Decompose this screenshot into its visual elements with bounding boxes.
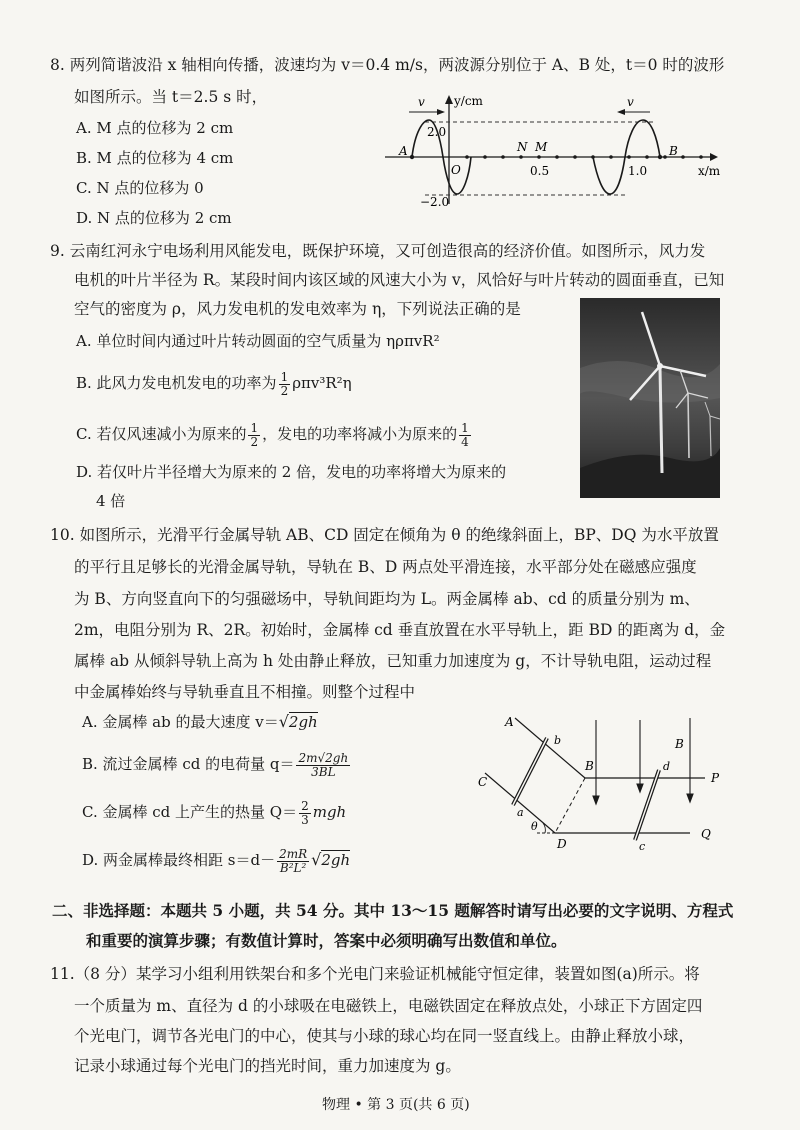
- q9-option-b-formula: ρπv³R²η: [292, 374, 352, 392]
- q10-stem-line3: 为 B、方向竖直向下的匀强磁场中，导轨间距均为 L。两金属棒 ab、cd 的质量分别为 m、: [74, 590, 700, 608]
- q9-option-c-fraction-1: [248, 422, 260, 449]
- q8-v-right-arrow-icon: [617, 109, 625, 115]
- q11-stem-line1: 11.（8 分）某学习小组利用铁架台和多个光电门来验证机械能守恒定律，装置如图(a)所示。将: [50, 965, 700, 983]
- q11-stem-line2: 一个质量为 m、直径为 d 的小球吸在电磁铁上，电磁铁固定在释放点处，小球正下方固定四: [74, 997, 703, 1015]
- q10-label-rod-d: d: [663, 760, 671, 773]
- q8-label-tick-05: 0.5: [530, 164, 550, 178]
- q10-label-rod-b: b: [554, 734, 562, 747]
- q10-option-a-text: A. 金属棒 ab 的最大速度 v＝: [82, 713, 279, 731]
- page-footer: 物理 • 第 3 页(共 6 页): [322, 1097, 470, 1113]
- q9-option-a: A. 单位时间内通过叶片转动圆面的空气质量为 ηρπvR²: [76, 332, 440, 350]
- wind-turbine-photo: [580, 298, 720, 498]
- q8-label-a: A: [399, 144, 408, 158]
- q9-option-b-frac-den: 2: [280, 383, 289, 398]
- q9-option-c-f1-num: 1: [250, 420, 259, 435]
- q10-option-c-fraction: [299, 800, 311, 827]
- q9-option-c-fraction-2: [459, 422, 471, 449]
- q10-stem-line2: 的平行且足够长的光滑金属导轨，导轨在 B、D 两点处平滑连接，水平部分处在磁感应强度: [74, 558, 697, 576]
- q10-option-b-num: 2m√2gh: [298, 750, 349, 765]
- q8-option-c: C. N 点的位移为 0: [76, 179, 204, 197]
- q8-label-m: M: [535, 140, 548, 154]
- q9-option-b-text: B. 此风力发电机发电的功率为: [76, 374, 277, 392]
- q10-magnetic-field-arrows: [593, 718, 693, 804]
- q10-rail-ab: [515, 718, 585, 778]
- q9-option-c-f1-den: 2: [250, 434, 259, 449]
- section2-heading-line2: 和重要的演算步骤；有数值计算时，答案中必须明确写出数值和单位。: [86, 931, 567, 950]
- q10-option-d-den: B²L²: [279, 860, 307, 875]
- q8-label-b: B: [669, 144, 678, 158]
- q10-label-b-upper: B: [585, 759, 594, 773]
- q8-label-n: N: [517, 140, 528, 154]
- q9-stem-line3: 空气的密度为 ρ，风力发电机的发电效率为 η，下列说法正确的是: [74, 300, 521, 318]
- wind-turbine-illustration: [580, 298, 720, 498]
- q9-stem-line2: 电机的叶片半径为 R。某段时间内该区域的风速大小为 v，风恰好与叶片转动的圆面垂直，已知: [74, 271, 725, 289]
- q10-rail-cd: [485, 773, 555, 833]
- q8-option-a: A. M 点的位移为 2 cm: [76, 119, 234, 137]
- q9-option-c: [76, 419, 473, 449]
- q10-option-c-num: 2: [301, 798, 309, 813]
- q8-option-d: D. N 点的位移为 2 cm: [76, 209, 232, 227]
- q10-option-c-text: C. 金属棒 cd 上产生的热量 Q＝: [82, 803, 298, 821]
- q10-stem-line4: 2m，电阻分别为 R、2R。初始时，金属棒 cd 垂直放置在水平导轨上，距 BD 的距离为 d，金: [74, 621, 726, 639]
- q10-label-rod-a: a: [517, 806, 524, 819]
- q10-stem-line6: 中金属棒始终与导轨垂直且不相撞。则整个过程中: [74, 683, 416, 701]
- q9-option-d-line2: 4 倍: [96, 492, 126, 510]
- q10-option-c: [82, 797, 346, 827]
- q8-label-origin: O: [451, 163, 461, 177]
- q9-option-d-line1: D. 若仅叶片半径增大为原来的 2 倍，发电的功率将增大为原来的: [76, 463, 507, 481]
- q8-label-y-bottom: −2.0: [420, 195, 450, 209]
- q10-label-d: D: [557, 837, 567, 851]
- q10-option-b-den: 3BL: [311, 764, 336, 779]
- q9-option-b-fraction: [279, 371, 291, 398]
- q10-option-b-fraction: [296, 752, 350, 779]
- q9-option-b-frac-num: 1: [280, 369, 289, 384]
- q8-v-left-arrow-icon: [437, 109, 445, 115]
- q8-y-axis-arrow-icon: [445, 95, 453, 104]
- q10-option-c-den: 3: [301, 812, 309, 827]
- q8-x-axis-arrow-icon: [710, 153, 718, 161]
- q10-option-d-root: 2gh: [321, 851, 351, 869]
- q10-option-a-root: 2gh: [288, 713, 318, 731]
- q10-stem-line5: 属棒 ab 从倾斜导轨上高为 h 处由静止释放，已知重力加速度为 g，不计导轨电阻，运动过程: [74, 652, 712, 670]
- q10-option-d-text: D. 两金属棒最终相距 s＝d－: [82, 851, 276, 869]
- q10-option-b: [82, 749, 352, 779]
- q9-option-c-mid: ，发电的功率将减小为原来的: [262, 425, 458, 443]
- q8-point-a-dot: [410, 155, 414, 159]
- q10-label-q: Q: [701, 827, 711, 841]
- q9-stem-line1: 9. 云南红河永宁电场利用风能发电，既保护环境，又可创造很高的经济价值。如图所示，风力发: [50, 242, 706, 260]
- q10-rail-figure: [475, 708, 725, 858]
- q10-label-a-upper: A: [505, 715, 514, 729]
- q9-option-c-f2-den: 4: [461, 434, 469, 449]
- section2-heading-line1: 二、非选择题：本题共 5 小题，共 54 分。其中 13～15 题解答时请写出必要的文字说明、方程式: [52, 901, 734, 920]
- q10-option-b-text: B. 流过金属棒 cd 的电荷量 q＝: [82, 755, 295, 773]
- q10-label-p: P: [711, 771, 720, 785]
- q8-label-v-left: v: [418, 95, 425, 109]
- q10-label-c: C: [478, 775, 488, 789]
- q8-label-y-top: 2.0: [427, 125, 447, 139]
- q8-stem-line2: 如图所示。当 t＝2.5 s 时，: [74, 88, 268, 106]
- q8-point-b-dot: [658, 155, 662, 159]
- q10-option-d-num: 2mR: [279, 846, 308, 861]
- q11-stem-line4: 记录小球通过每个光电门的挡光时间，重力加速度为 g。: [74, 1057, 461, 1075]
- q8-label-v-right: v: [627, 95, 634, 109]
- q10-option-d: D. 两金属棒最终相距 s＝d－ $\frac{2mR}{\text{B²L²}}$ √2gh: [82, 846, 351, 875]
- q8-label-x-axis: x/m: [698, 164, 721, 178]
- q10-option-c-formula: mgh: [312, 803, 347, 821]
- q11-stem-line3: 个光电门，调节各光电门的中心，使其与小球的球心均在同一竖直线上。由静止释放小球，: [74, 1027, 695, 1045]
- q10-option-a: A. 金属棒 ab 的最大速度 v＝√2gh: [82, 712, 318, 731]
- q8-label-tick-10: 1.0: [628, 164, 648, 178]
- q8-label-y-axis: y/cm: [454, 94, 483, 108]
- q8-option-b: B. M 点的位移为 4 cm: [76, 149, 234, 167]
- q8-wave-figure: [385, 92, 725, 217]
- q9-option-c-text: C. 若仅风速减小为原来的: [76, 425, 247, 443]
- q9-option-b: [76, 368, 352, 398]
- q8-stem-line1: 8. 两列简谐波沿 x 轴相向传播，波速均为 v＝0.4 m/s，两波源分别位于 A、B 处，t＝0 时的波形: [50, 56, 725, 74]
- q10-option-d-fraction: [277, 848, 309, 875]
- q10-label-theta: θ: [531, 820, 538, 833]
- q9-option-c-f2-num: 1: [461, 420, 469, 435]
- q10-stem-line1: 10. 如图所示，光滑平行金属导轨 AB、CD 固定在倾角为 θ 的绝缘斜面上，BP、DQ 为水平放置: [50, 526, 719, 544]
- q10-label-rod-c: c: [639, 840, 646, 853]
- q10-label-field-b: B: [675, 737, 684, 751]
